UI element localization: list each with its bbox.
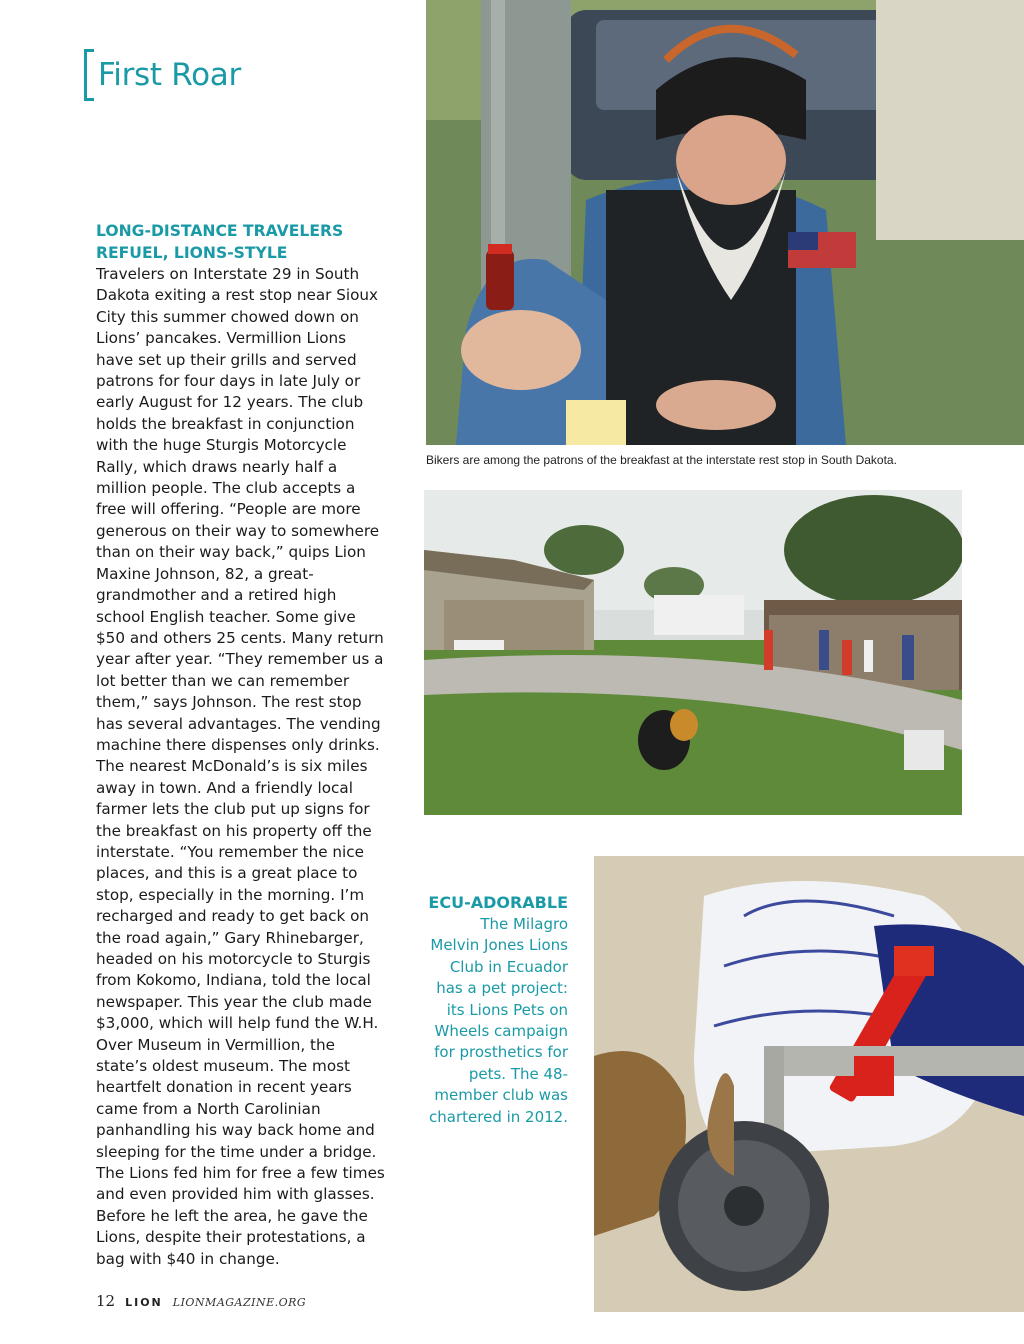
rest-stop-photo [424,490,962,815]
main-article [96,220,388,1270]
dog-wheelchair-photo [594,856,1024,1312]
page-footer [96,1292,306,1310]
biker-photo-caption: Bikers are among the patrons of the breakfast at the interstate rest stop in South Dakota. [426,453,897,467]
sidebar-article [428,892,568,1128]
biker-photo [426,0,1024,445]
article-body: Travelers on Interstate 29 in South Dakota exiting a rest stop near Sioux City this summer chowed down on Lions’ pancakes. Vermillion Lions have set up their grills and served patrons for four days in late July or early August for 12 years. The club holds the breakfast in conjunction with the huge Sturgis Motorcycle Rally, which draws nearly half a million people. The club accepts a free will offering. “People are more generous on their way to somewhere than on their way back,” quips Lion Maxine Johnson, 82, a great-grandmother and a retired high school English teacher. Some give $50 and others 25 cents. Many return year after year. “They remember us a lot better than we can remember them,” says Johnson. The rest stop has several advantages. The vending machine there dispenses only drinks. The nearest McDonald’s is six miles away in town. And a friendly local farmer lets the club put up signs for the breakfast on his property off the interstate. “You remember the nice places, and this is a great place to stop, especially in the morning. I’m recharged and ready to get back on the road again,” Gary Rhinebarger, headed on his motorcycle to Sturgis from Kokomo, Indiana, told the local newspaper. This year the club made $3,000, which will help fund the W.H. Over Museum in Vermillion, the state’s oldest museum. The most heartfelt donation in recent years came from a North Carolinian panhandling his way back home and sleeping for the time under a bridge. The Lions fed him for free a few times and even provided him with glasses. Before he left the area, he gave the Lions, despite their protestations, a bag with $40 in change. [96,265,385,1268]
section-title: First Roar [98,57,241,93]
section-header [84,48,241,102]
bracket-decoration [84,49,94,101]
article-headline: LONG-DISTANCE TRAVELERS REFUEL, LIONS-STYLE [96,222,344,262]
page-number: 12 [96,1292,116,1310]
magazine-name: LION [125,1296,163,1309]
sidebar-headline: ECU-ADORABLE [428,893,568,912]
magazine-url[interactable]: LIONMAGAZINE.ORG [172,1296,307,1309]
sidebar-body: The Milagro Melvin Jones Lions Club in Ecuador has a pet project: its Lions Pets on Wheels campaign for prosthetics for pets. The 48-member club was chartered in 2012. [429,915,568,1126]
